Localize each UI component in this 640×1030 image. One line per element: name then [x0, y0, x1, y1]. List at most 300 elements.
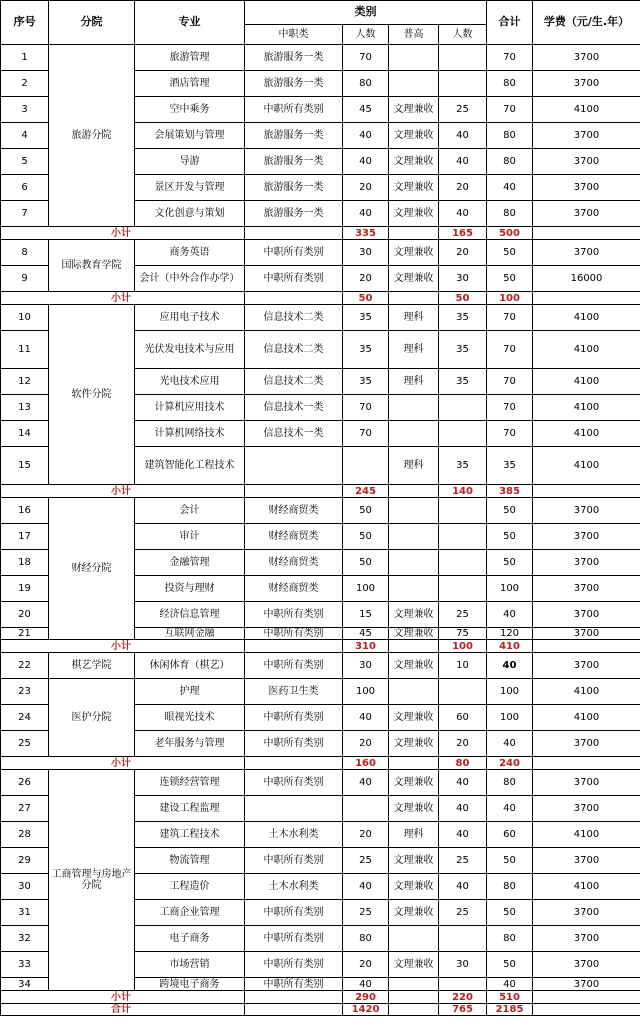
- grand-total-total: 2185: [487, 1004, 533, 1016]
- major-cell: 电子商务: [135, 926, 245, 952]
- major-cell: 金融管理: [135, 550, 245, 576]
- general-cell: [389, 71, 439, 97]
- fee-cell: 4100: [533, 305, 640, 331]
- count2-cell: [439, 926, 487, 952]
- subtotal-total: 385: [487, 485, 533, 498]
- header-college: 分院: [49, 1, 135, 45]
- count2-cell: 25: [439, 848, 487, 874]
- total-cell: 35: [487, 447, 533, 485]
- subtotal-empty: [389, 485, 439, 498]
- vocational-type-cell: 中职所有类别: [245, 240, 343, 266]
- count2-cell: [439, 679, 487, 705]
- vocational-type-cell: 中职所有类别: [245, 653, 343, 679]
- vocational-type-cell: 财经商贸类: [245, 550, 343, 576]
- count1-cell: 80: [343, 926, 389, 952]
- subtotal-label: 小计: [1, 292, 245, 305]
- vocational-type-cell: 信息技术二类: [245, 369, 343, 395]
- subtotal-empty: [389, 227, 439, 240]
- count1-cell: 25: [343, 848, 389, 874]
- vocational-type-cell: 中职所有类别: [245, 602, 343, 628]
- count2-cell: [439, 576, 487, 602]
- count1-cell: 20: [343, 822, 389, 848]
- subtotal-empty: [245, 991, 343, 1004]
- fee-cell: 3700: [533, 900, 640, 926]
- total-cell: 70: [487, 369, 533, 395]
- count2-cell: 40: [439, 123, 487, 149]
- count2-cell: 25: [439, 900, 487, 926]
- fee-cell: 3700: [533, 926, 640, 952]
- count2-cell: 10: [439, 653, 487, 679]
- count2-cell: 40: [439, 201, 487, 227]
- grand-total-row: [1, 1004, 640, 1016]
- header-vocational-type: 中职类: [245, 25, 343, 45]
- fee-cell: 4100: [533, 421, 640, 447]
- total-cell: 80: [487, 71, 533, 97]
- total-cell: 120: [487, 628, 533, 640]
- major-cell: 计算机网络技术: [135, 421, 245, 447]
- header-total: 合计: [487, 1, 533, 45]
- subtotal-empty: [533, 227, 640, 240]
- major-cell: 景区开发与管理: [135, 175, 245, 201]
- general-cell: 文理兼收: [389, 770, 439, 796]
- count2-cell: 25: [439, 97, 487, 123]
- count1-cell: 40: [343, 201, 389, 227]
- fee-cell: 3700: [533, 576, 640, 602]
- subtotal-count1: 160: [343, 757, 389, 770]
- vocational-type-cell: 旅游服务一类: [245, 149, 343, 175]
- vocational-type-cell: 中职所有类别: [245, 926, 343, 952]
- count1-cell: 20: [343, 175, 389, 201]
- vocational-type-cell: 财经商贸类: [245, 576, 343, 602]
- subtotal-count1: 335: [343, 227, 389, 240]
- total-cell: 70: [487, 97, 533, 123]
- total-cell: 40: [487, 175, 533, 201]
- count1-cell: 50: [343, 498, 389, 524]
- general-cell: 理科: [389, 331, 439, 369]
- major-cell: 文化创意与策划: [135, 201, 245, 227]
- count2-cell: 40: [439, 796, 487, 822]
- general-cell: 文理兼收: [389, 602, 439, 628]
- subtotal-count1: 245: [343, 485, 389, 498]
- subtotal-label: 小计: [1, 757, 245, 770]
- seq-cell: 31: [1, 900, 49, 926]
- fee-cell: 3700: [533, 796, 640, 822]
- major-cell: 光电技术应用: [135, 369, 245, 395]
- count2-cell: [439, 978, 487, 991]
- vocational-type-cell: 中职所有类别: [245, 952, 343, 978]
- count2-cell: 35: [439, 447, 487, 485]
- count1-cell: 45: [343, 628, 389, 640]
- count2-cell: 35: [439, 331, 487, 369]
- vocational-type-cell: 中职所有类别: [245, 848, 343, 874]
- seq-cell: 25: [1, 731, 49, 757]
- header-category: 类别: [245, 1, 487, 25]
- seq-cell: 30: [1, 874, 49, 900]
- major-cell: 导游: [135, 149, 245, 175]
- subtotal-count1: 310: [343, 640, 389, 653]
- seq-cell: 6: [1, 175, 49, 201]
- general-cell: [389, 679, 439, 705]
- subtotal-count1: 290: [343, 991, 389, 1004]
- count2-cell: 30: [439, 952, 487, 978]
- general-cell: 文理兼收: [389, 123, 439, 149]
- seq-cell: 12: [1, 369, 49, 395]
- major-cell: 建筑工程技术: [135, 822, 245, 848]
- seq-cell: 17: [1, 524, 49, 550]
- total-cell: 100: [487, 576, 533, 602]
- grand-total-count1: 1420: [343, 1004, 389, 1016]
- general-cell: 文理兼收: [389, 848, 439, 874]
- major-cell: 互联网金融: [135, 628, 245, 640]
- major-cell: 老年服务与管理: [135, 731, 245, 757]
- college-cell: 国际教育学院: [49, 240, 135, 292]
- count2-cell: 20: [439, 731, 487, 757]
- fee-cell: 3700: [533, 628, 640, 640]
- general-cell: [389, 550, 439, 576]
- count2-cell: 35: [439, 305, 487, 331]
- subtotal-row: [1, 485, 640, 498]
- count2-cell: 20: [439, 175, 487, 201]
- subtotal-total: 100: [487, 292, 533, 305]
- vocational-type-cell: 中职所有类别: [245, 978, 343, 991]
- fee-cell: 3700: [533, 524, 640, 550]
- count1-cell: 35: [343, 305, 389, 331]
- total-cell: 40: [487, 602, 533, 628]
- count2-cell: [439, 45, 487, 71]
- table-row: [1, 305, 640, 331]
- header-major: 专业: [135, 1, 245, 45]
- seq-cell: 7: [1, 201, 49, 227]
- fee-cell: 4100: [533, 395, 640, 421]
- grand-total-label: 合计: [1, 1004, 245, 1016]
- major-cell: 酒店管理: [135, 71, 245, 97]
- subtotal-empty: [389, 991, 439, 1004]
- total-cell: 50: [487, 498, 533, 524]
- general-cell: [389, 978, 439, 991]
- fee-cell: 3700: [533, 731, 640, 757]
- table-body: [1, 45, 640, 1016]
- general-cell: [389, 498, 439, 524]
- subtotal-row: [1, 292, 640, 305]
- seq-cell: 8: [1, 240, 49, 266]
- seq-cell: 18: [1, 550, 49, 576]
- general-cell: 文理兼收: [389, 900, 439, 926]
- subtotal-empty: [245, 757, 343, 770]
- seq-cell: 9: [1, 266, 49, 292]
- major-cell: 护理: [135, 679, 245, 705]
- fee-cell: 4100: [533, 331, 640, 369]
- general-cell: [389, 421, 439, 447]
- fee-cell: 4100: [533, 874, 640, 900]
- college-cell: 棋艺学院: [49, 653, 135, 679]
- subtotal-empty: [533, 292, 640, 305]
- major-cell: 应用电子技术: [135, 305, 245, 331]
- general-cell: 文理兼收: [389, 653, 439, 679]
- vocational-type-cell: 信息技术一类: [245, 395, 343, 421]
- count2-cell: [439, 421, 487, 447]
- subtotal-total: 410: [487, 640, 533, 653]
- fee-cell: 3700: [533, 498, 640, 524]
- count2-cell: 75: [439, 628, 487, 640]
- seq-cell: 28: [1, 822, 49, 848]
- subtotal-label: 小计: [1, 991, 245, 1004]
- vocational-type-cell: 财经商贸类: [245, 498, 343, 524]
- general-cell: 理科: [389, 822, 439, 848]
- count2-cell: 25: [439, 602, 487, 628]
- major-cell: 建设工程监理: [135, 796, 245, 822]
- total-cell: 70: [487, 45, 533, 71]
- total-cell: 70: [487, 331, 533, 369]
- subtotal-empty: [245, 227, 343, 240]
- major-cell: 物流管理: [135, 848, 245, 874]
- vocational-type-cell: 信息技术一类: [245, 421, 343, 447]
- general-cell: 文理兼收: [389, 201, 439, 227]
- count1-cell: 25: [343, 900, 389, 926]
- count1-cell: [343, 796, 389, 822]
- header-fee: 学费（元/生.年）: [533, 1, 640, 45]
- count1-cell: 50: [343, 524, 389, 550]
- fee-cell: 4100: [533, 97, 640, 123]
- college-cell: 软件分院: [49, 305, 135, 485]
- vocational-type-cell: 中职所有类别: [245, 266, 343, 292]
- vocational-type-cell: 旅游服务一类: [245, 201, 343, 227]
- grand-total-empty: [533, 1004, 640, 1016]
- count2-cell: 40: [439, 149, 487, 175]
- subtotal-empty: [533, 991, 640, 1004]
- total-cell: 50: [487, 266, 533, 292]
- general-cell: 文理兼收: [389, 266, 439, 292]
- major-cell: 计算机应用技术: [135, 395, 245, 421]
- general-cell: 文理兼收: [389, 240, 439, 266]
- major-cell: 工商企业管理: [135, 900, 245, 926]
- vocational-type-cell: 中职所有类别: [245, 97, 343, 123]
- seq-cell: 13: [1, 395, 49, 421]
- vocational-type-cell: 财经商贸类: [245, 524, 343, 550]
- count1-cell: 100: [343, 679, 389, 705]
- header-seq: 序号: [1, 1, 49, 45]
- subtotal-row: [1, 757, 640, 770]
- fee-cell: 3700: [533, 240, 640, 266]
- count1-cell: 100: [343, 576, 389, 602]
- total-cell: 70: [487, 305, 533, 331]
- general-cell: 文理兼收: [389, 628, 439, 640]
- general-cell: 文理兼收: [389, 874, 439, 900]
- total-cell: 80: [487, 149, 533, 175]
- subtotal-count2: 220: [439, 991, 487, 1004]
- count1-cell: 30: [343, 240, 389, 266]
- count2-cell: 40: [439, 874, 487, 900]
- subtotal-empty: [389, 757, 439, 770]
- grand-total-count2: 765: [439, 1004, 487, 1016]
- vocational-type-cell: 旅游服务一类: [245, 123, 343, 149]
- count2-cell: [439, 395, 487, 421]
- vocational-type-cell: 中职所有类别: [245, 628, 343, 640]
- seq-cell: 27: [1, 796, 49, 822]
- subtotal-total: 500: [487, 227, 533, 240]
- seq-cell: 34: [1, 978, 49, 991]
- seq-cell: 16: [1, 498, 49, 524]
- seq-cell: 5: [1, 149, 49, 175]
- vocational-type-cell: 中职所有类别: [245, 900, 343, 926]
- vocational-type-cell: 中职所有类别: [245, 770, 343, 796]
- total-cell: 50: [487, 524, 533, 550]
- subtotal-empty: [245, 485, 343, 498]
- major-cell: 审计: [135, 524, 245, 550]
- fee-cell: 3700: [533, 653, 640, 679]
- general-cell: [389, 926, 439, 952]
- subtotal-count2: 140: [439, 485, 487, 498]
- subtotal-empty: [389, 640, 439, 653]
- table-row: [1, 653, 640, 679]
- total-cell: 50: [487, 240, 533, 266]
- major-cell: 市场营销: [135, 952, 245, 978]
- vocational-type-cell: 旅游服务一类: [245, 71, 343, 97]
- seq-cell: 26: [1, 770, 49, 796]
- college-cell: 工商管理与房地产分院: [49, 770, 135, 991]
- vocational-type-cell: 土木水利类: [245, 874, 343, 900]
- fee-cell: 3700: [533, 770, 640, 796]
- seq-cell: 15: [1, 447, 49, 485]
- count1-cell: 20: [343, 266, 389, 292]
- total-cell: 80: [487, 123, 533, 149]
- count1-cell: 20: [343, 952, 389, 978]
- subtotal-total: 510: [487, 991, 533, 1004]
- college-cell: 医护分院: [49, 679, 135, 757]
- seq-cell: 21: [1, 628, 49, 640]
- subtotal-empty: [533, 485, 640, 498]
- table-row: [1, 240, 640, 266]
- total-cell: 40: [487, 653, 533, 679]
- table-row: [1, 45, 640, 71]
- major-cell: 跨境电子商务: [135, 978, 245, 991]
- count2-cell: [439, 498, 487, 524]
- subtotal-label: 小计: [1, 227, 245, 240]
- major-cell: 连锁经营管理: [135, 770, 245, 796]
- count1-cell: 30: [343, 653, 389, 679]
- general-cell: [389, 395, 439, 421]
- subtotal-empty: [245, 640, 343, 653]
- college-cell: 财经分院: [49, 498, 135, 640]
- subtotal-row: [1, 227, 640, 240]
- count2-cell: 60: [439, 705, 487, 731]
- count1-cell: [343, 447, 389, 485]
- count1-cell: 35: [343, 331, 389, 369]
- total-cell: 80: [487, 874, 533, 900]
- general-cell: [389, 576, 439, 602]
- seq-cell: 3: [1, 97, 49, 123]
- fee-cell: 3700: [533, 71, 640, 97]
- general-cell: 文理兼收: [389, 149, 439, 175]
- subtotal-count2: 165: [439, 227, 487, 240]
- seq-cell: 29: [1, 848, 49, 874]
- fee-cell: 4100: [533, 705, 640, 731]
- count1-cell: 70: [343, 421, 389, 447]
- vocational-type-cell: 旅游服务一类: [245, 175, 343, 201]
- total-cell: 80: [487, 926, 533, 952]
- major-cell: 会计（中外合作办学）: [135, 266, 245, 292]
- table-row: [1, 679, 640, 705]
- seq-cell: 1: [1, 45, 49, 71]
- subtotal-count2: 50: [439, 292, 487, 305]
- vocational-type-cell: 土木水利类: [245, 822, 343, 848]
- major-cell: 工程造价: [135, 874, 245, 900]
- count1-cell: 20: [343, 731, 389, 757]
- general-cell: 文理兼收: [389, 705, 439, 731]
- fee-cell: 4100: [533, 447, 640, 485]
- total-cell: 80: [487, 770, 533, 796]
- seq-cell: 24: [1, 705, 49, 731]
- count2-cell: 35: [439, 369, 487, 395]
- general-cell: 文理兼收: [389, 731, 439, 757]
- count1-cell: 40: [343, 149, 389, 175]
- fee-cell: 3700: [533, 175, 640, 201]
- fee-cell: 3700: [533, 201, 640, 227]
- seq-cell: 14: [1, 421, 49, 447]
- general-cell: 文理兼收: [389, 796, 439, 822]
- total-cell: 70: [487, 395, 533, 421]
- subtotal-label: 小计: [1, 485, 245, 498]
- count2-cell: 20: [439, 240, 487, 266]
- college-cell: 旅游分院: [49, 45, 135, 227]
- count2-cell: 30: [439, 266, 487, 292]
- count2-cell: 40: [439, 822, 487, 848]
- seq-cell: 20: [1, 602, 49, 628]
- seq-cell: 22: [1, 653, 49, 679]
- seq-cell: 10: [1, 305, 49, 331]
- vocational-type-cell: 信息技术二类: [245, 305, 343, 331]
- total-cell: 40: [487, 796, 533, 822]
- total-cell: 70: [487, 421, 533, 447]
- seq-cell: 4: [1, 123, 49, 149]
- fee-cell: 3700: [533, 978, 640, 991]
- fee-cell: 3700: [533, 123, 640, 149]
- fee-cell: 3700: [533, 952, 640, 978]
- total-cell: 50: [487, 550, 533, 576]
- major-cell: 建筑智能化工程技术: [135, 447, 245, 485]
- total-cell: 100: [487, 705, 533, 731]
- subtotal-row: [1, 991, 640, 1004]
- count1-cell: 40: [343, 705, 389, 731]
- total-cell: 100: [487, 679, 533, 705]
- fee-cell: 3700: [533, 602, 640, 628]
- general-cell: [389, 45, 439, 71]
- header-count2: 人数: [439, 25, 487, 45]
- subtotal-empty: [389, 292, 439, 305]
- count1-cell: 35: [343, 369, 389, 395]
- total-cell: 80: [487, 201, 533, 227]
- seq-cell: 19: [1, 576, 49, 602]
- total-cell: 60: [487, 822, 533, 848]
- count1-cell: 40: [343, 123, 389, 149]
- vocational-type-cell: 信息技术二类: [245, 331, 343, 369]
- fee-cell: 3700: [533, 848, 640, 874]
- general-cell: 文理兼收: [389, 97, 439, 123]
- grand-total-empty: [389, 1004, 439, 1016]
- subtotal-row: [1, 640, 640, 653]
- count1-cell: 45: [343, 97, 389, 123]
- subtotal-count1: 50: [343, 292, 389, 305]
- subtotal-empty: [245, 292, 343, 305]
- grand-total-empty: [245, 1004, 343, 1016]
- subtotal-empty: [533, 757, 640, 770]
- count1-cell: 40: [343, 978, 389, 991]
- vocational-type-cell: [245, 447, 343, 485]
- count1-cell: 40: [343, 770, 389, 796]
- major-cell: 商务英语: [135, 240, 245, 266]
- count1-cell: 70: [343, 395, 389, 421]
- major-cell: 投资与理财: [135, 576, 245, 602]
- general-cell: 理科: [389, 447, 439, 485]
